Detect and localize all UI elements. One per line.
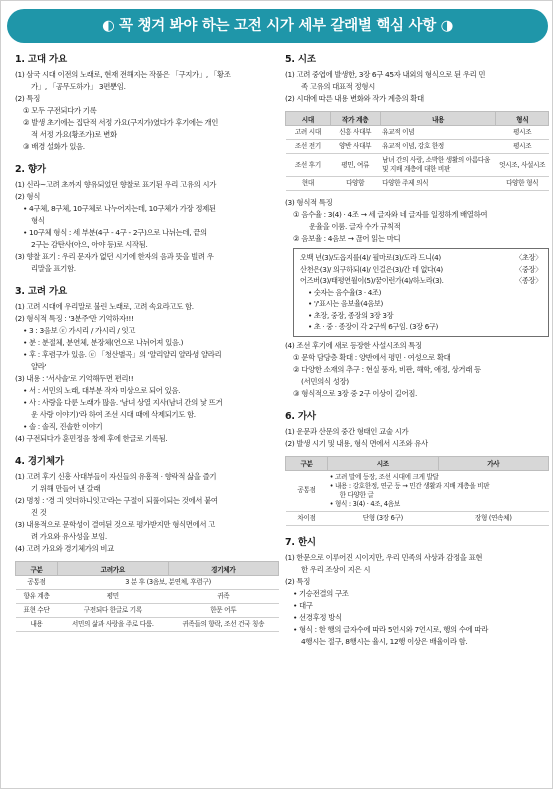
text-line: • 10구체 형식 : 세 부분(4구 - 4구 - 2구)으로 나뉘는데, 끝의 [23, 228, 207, 237]
table-row [286, 177, 549, 191]
table-row [16, 576, 279, 590]
text-line: (4) 구전되다가 훈민정음 창제 후에 한글로 기록됨. [15, 434, 168, 443]
text-line: 가」, 「공무도하가」 3편뿐임. [31, 82, 126, 91]
left-column [15, 51, 279, 632]
example-line [300, 264, 542, 276]
text-line: (3) 내용 : '서사솔'로 기억해두면 편리!! [15, 374, 134, 383]
text-line: ③ 형식적으로 3장 중 2구 이상이 길어짐. [293, 388, 418, 398]
table-cell: 다양한 형식 [496, 177, 549, 191]
text-line: 한 우리 조상이 지은 시 [301, 564, 371, 574]
table-header: 시대 [286, 112, 331, 126]
table-header: 경기체가 [168, 562, 278, 576]
table-row [286, 140, 549, 154]
example-text: 산천은(3)/ 의구하되(4)/ 인걸은(3)/간 데 없다(4) [300, 264, 443, 274]
section-title: 7. 한시 [285, 536, 316, 548]
text-line: (4) 고려 가요와 경기체가의 비교 [15, 544, 114, 553]
box-note: • 초 · 중 · 종장이 각 2구씩 6구임. (3장 6구) [308, 322, 438, 331]
table-header: 구분 [286, 456, 328, 470]
section-hyangga [15, 161, 279, 275]
common-points-cell [328, 470, 549, 511]
sijo-gasa-table [285, 456, 549, 526]
text-line: ② 발생 초기에는 집단적 서정 가요(구지가)였다가 후기에는 개인 [23, 118, 219, 127]
example-tag: 〈초장〉 [515, 253, 542, 262]
table-header: 시조 [328, 456, 438, 470]
example-tag: 〈중장〉 [515, 264, 542, 274]
table-cell: 평시조 [496, 140, 549, 154]
section-title: 1. 고대 가요 [15, 54, 67, 65]
text-line: (1) 고려 시대에 우리말로 불린 노래로, 고려 속요라고도 함. [15, 302, 194, 311]
table-cell: 현대 [286, 177, 331, 191]
text-line: • 형식 : 한 행의 글자수에 따라 5언시와 7언시로, 행의 수에 따라 [293, 624, 489, 634]
table-header: 작가 계층 [330, 112, 380, 126]
table-cell: 유교적 이념, 강호 한정 [380, 140, 496, 154]
text-line: • 사 : 사랑을 다룬 노래가 많음. '남녀 상열 지사(남녀 간의 낯 뜨거 [23, 398, 223, 407]
text-line: 족 고유의 대표적 정형시 [301, 82, 375, 91]
table-cell: 귀족들의 향락, 조선 건국 칭송 [168, 618, 278, 632]
table-cell: 평시조 [496, 126, 549, 140]
text-line: 4행시는 절구, 8행시는 율시, 12행 이상은 배율이라 함. [301, 636, 468, 646]
text-line: 려 가요와 유사성을 보임. [31, 532, 107, 541]
section-goryeo-songs [15, 283, 279, 445]
text-line: (1) 고려 중엽에 발생한, 3장 6구 45자 내외의 형식으로 된 우리 민 [285, 70, 486, 79]
text-line: (1) 삼국 시대 이전의 노래로, 현재 전해지는 작품은 「구지가」, 「황조 [15, 70, 231, 79]
text-line: (2) 특징 [285, 576, 310, 586]
right-column [285, 51, 549, 648]
example-tag: 〈종장〉 [515, 276, 542, 285]
text-line: (4) 조선 후기에 새로 등장한 사설시조의 특징 [285, 340, 422, 350]
text-line: 운율을 이룸. 글자 수가 규칙적 [309, 222, 401, 231]
table-cell: 향유 계층 [16, 590, 58, 604]
table-row [286, 126, 549, 140]
table-cell: 서민의 삶과 사랑을 주로 다룸. [58, 618, 168, 632]
example-text: 오백 년(3)/도읍지를(4)/ 필마로(3)/도라 드니(4) [300, 253, 441, 262]
table-cell: 공통점 [286, 470, 328, 511]
common-point: 한 다양한 글 [339, 490, 374, 499]
common-point: • 형식 : 3(4) · 4조, 4음보 [329, 499, 400, 508]
text-line: • 기승전결의 구조 [293, 588, 349, 598]
table-row [16, 604, 279, 618]
text-line: (3) 내용적으로 문학성이 결여된 것으로 평가받지만 형식면에서 고 [15, 520, 215, 529]
table-cell: 조선 전기 [286, 140, 331, 154]
example-line [300, 275, 542, 287]
text-line: ① 문학 담당층 확대 : 양반에서 평민 · 여성으로 확대 [293, 352, 451, 362]
text-line: • 3 : 3음보 ⓔ 가시리 / 가시리 / 잇고 [23, 326, 136, 335]
section-ancient-songs [15, 51, 279, 153]
section-sijo [285, 51, 549, 400]
text-line: • 후 : 후렴구가 있음. ⓔ 「청산별곡」의 '얄리얄리 얄라셩 얄라리 [23, 350, 222, 359]
text-line: ① 모두 구전되다가 기록 [23, 106, 97, 115]
text-line: (2) 형식 [15, 192, 40, 201]
text-line: 얄라' [31, 362, 47, 371]
table-cell: 공통점 [16, 576, 58, 590]
table-cell: 단형 (3장 6구) [328, 511, 438, 525]
text-line: (1) 고려 후기 신흥 사대부들이 자신들의 유흥적 · 향락적 삶을 즐기 [15, 472, 217, 481]
table-row [286, 511, 549, 525]
text-line: ① 음수율 : 3(4) · 4조 → 세 글자와 네 글자를 일정하게 배열하여 [293, 210, 488, 219]
page-title-banner: ◐ 꼭 챙겨 봐야 하는 고전 시가 세부 갈래별 핵심 사항 ◑ [7, 9, 548, 43]
table-cell: 고려 시대 [286, 126, 331, 140]
table-cell: 내용 [16, 618, 58, 632]
table-cell: 다양함 [330, 177, 380, 191]
text-line: 형식 [31, 216, 45, 225]
box-note: • 초장, 중장, 종장의 3장 3장 [308, 310, 394, 320]
box-note: • '/'표시는 음보율(4음보) [308, 299, 383, 308]
text-line: (1) 한문으로 이루어진 시이지만, 우리 민족의 사상과 감정을 표현 [285, 552, 483, 562]
text-line: • 분 : 분절체, 분연체, 분장체(연으로 나뉘어져 있음.) [23, 338, 184, 347]
table-header: 구분 [16, 562, 58, 576]
table-header: 형식 [496, 112, 549, 126]
text-line: ③ 배경 설화가 있음. [23, 142, 85, 151]
table-cell: 장형 (연속체) [438, 511, 548, 525]
section-hansi [285, 534, 549, 648]
section-gasa [285, 408, 549, 526]
text-line: 진 것 [31, 508, 47, 517]
sijo-example-box [293, 248, 549, 337]
example-text: 어즈버(3)/태평연월이(5)/꿈이런가(4)/하노라(3). [300, 276, 444, 285]
table-cell: 엇시조, 사설시조 [496, 154, 549, 177]
table-row [16, 618, 279, 632]
common-point: • 내용 : 강호한정, 연군 등 → 민간 생활과 지배 계층을 비판 [329, 481, 490, 490]
text-line: ② 다양한 소재의 추구 : 현실 풍자, 비판, 해학, 애정, 상거래 등 [293, 364, 481, 374]
table-cell: 3 분 후 (3음보, 분연체, 후렴구) [58, 576, 279, 590]
text-line: 기 위해 만들어 낸 갈래 [31, 484, 101, 493]
box-note: • 숫자는 음수율(3 · 4조) [308, 287, 382, 297]
table-cell: 유교적 이념 [380, 126, 496, 140]
text-line: 리말을 표기함. [31, 264, 76, 273]
example-line [300, 252, 542, 264]
section-gyeonggichega [15, 453, 279, 632]
section-title: 3. 고려 가요 [15, 286, 67, 297]
text-line: (2) 형식적 특징 : '3분주'만 기억하자!!! [15, 314, 134, 323]
text-line: 2구는 감탄사(아으, 아야 등)로 시작됨. [31, 240, 148, 249]
text-line: • 4구체, 8구체, 10구체로 나누어지는데, 10구체가 가장 정제된 [23, 204, 216, 213]
text-line: ② 음보율 : 4음보 → 끊어 읽는 마디 [293, 234, 401, 243]
comparison-table-goryeo-gyeonggi [15, 561, 279, 632]
table-cell: 평민 [58, 590, 168, 604]
table-cell: 조선 후기 [286, 154, 331, 177]
section-title: 5. 시조 [285, 54, 316, 65]
text-line: (2) 발생 시기 및 내용, 형식 면에서 시조와 유사 [285, 438, 428, 448]
text-line: (1) 신라~고려 초까지 향유되었던 향찰로 표기된 우리 고유의 시가 [15, 180, 216, 189]
text-line: (2) 시대에 따른 내용 변화와 작가 계층의 확대 [285, 94, 424, 103]
text-line: • 선경후정 방식 [293, 612, 342, 622]
table-cell: 차이점 [286, 511, 328, 525]
text-line: (1) 운문과 산문의 중간 형태인 교술 시가 [285, 426, 409, 436]
table-header: 고려가요 [58, 562, 168, 576]
common-point: • 고려 말에 등장, 조선 시대에 크게 발달 [329, 472, 439, 481]
table-cell: 구전되다 한글로 기록 [58, 604, 168, 618]
text-line: • 솔 : 솔직, 진솔한 이야기 [23, 422, 103, 431]
text-line: 운 사랑 이야기)'라 하여 조선 시대 때에 삭제되기도 함. [31, 410, 196, 419]
section-title: 6. 가사 [285, 410, 316, 422]
table-cell: 귀족 [168, 590, 278, 604]
table-cell: 양반 사대부 [330, 140, 380, 154]
text-line: (3) 형식적 특징 [285, 198, 333, 207]
text-line: (3) 향찰 표기 : 우리 문자가 없던 시기에 한자의 음과 뜻을 빌려 우 [15, 252, 214, 261]
table-header: 가사 [438, 456, 548, 470]
table-cell: 다양한 주제 의식 [380, 177, 496, 191]
text-line: 적 서정 가요(황조가)로 변화 [31, 130, 117, 139]
text-line: • 대구 [293, 600, 313, 610]
table-row [286, 154, 549, 177]
text-line: • 서 : 서민의 노래, 대부분 작자 미상으로 되어 있음. [23, 386, 181, 395]
table-header: 내용 [380, 112, 496, 126]
sijo-era-table [285, 111, 549, 191]
table-cell: 한문 어투 [168, 604, 278, 618]
table-cell: 남녀 간의 사랑, 소박한 생활의 아름다움 및 지배 계층에 대한 비판 [380, 154, 496, 177]
text-line: (2) 특징 [15, 94, 40, 103]
table-cell: 신흥 사대부 [330, 126, 380, 140]
table-cell: 평민, 여류 [330, 154, 380, 177]
table-row [16, 590, 279, 604]
text-line: (서민의식 성장) [301, 376, 349, 386]
table-row [286, 470, 549, 511]
table-cell: 표현 수단 [16, 604, 58, 618]
text-line: (2) 명칭 : '경 긔 엇더하니잇고'라는 구절이 되풀이되는 것에서 붙여 [15, 496, 218, 505]
section-title: 2. 향가 [15, 164, 46, 175]
section-title: 4. 경기체가 [15, 456, 64, 467]
